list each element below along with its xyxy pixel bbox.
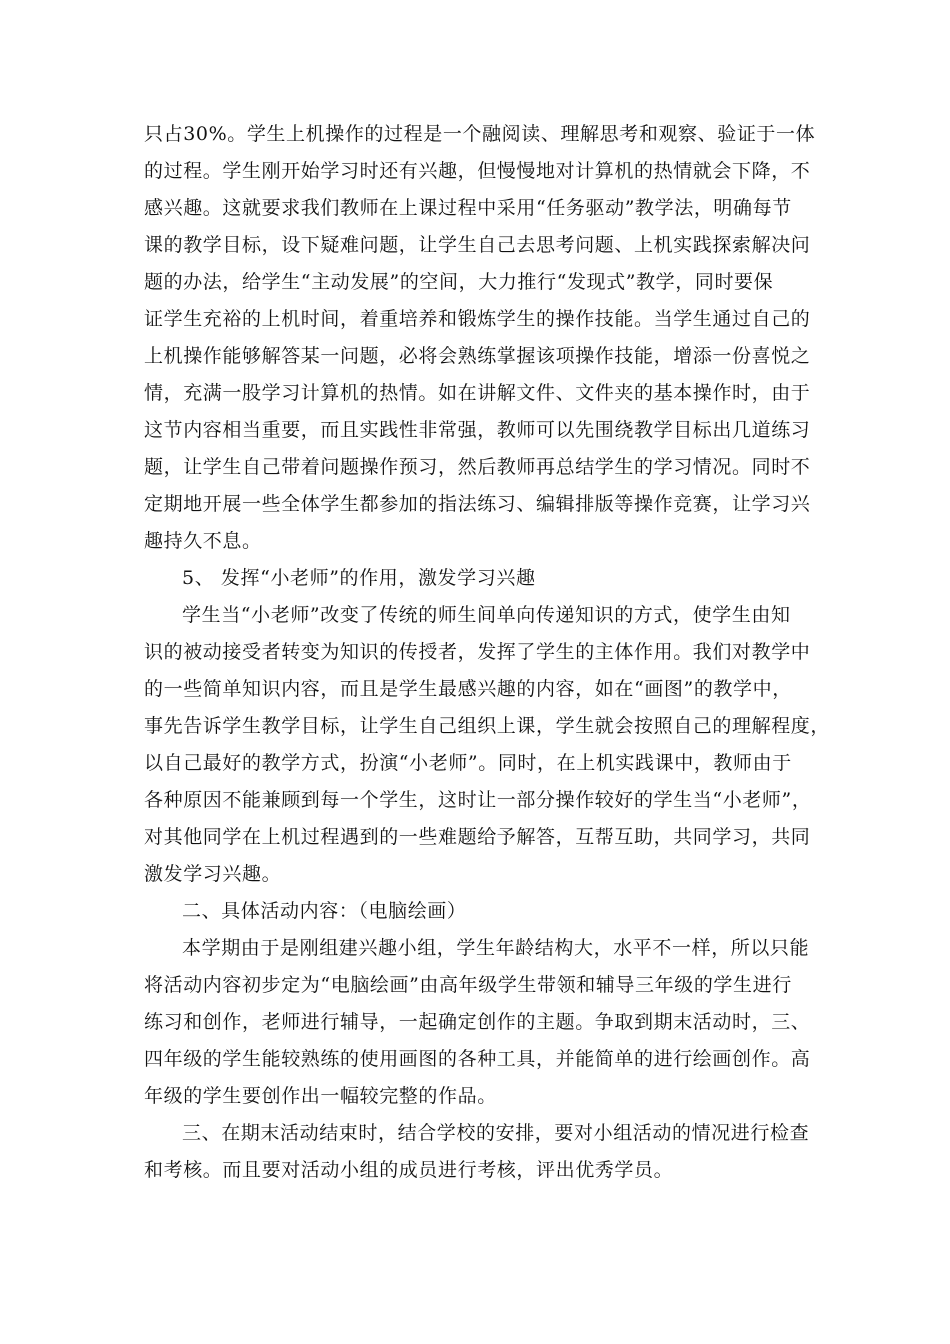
text-line: 和考核。而且要对活动小组的成员进行考核，评出优秀学员。 (144, 1159, 674, 1181)
text-line: 激发学习兴趣。 (144, 863, 282, 885)
text-line: 题，让学生自己带着问题操作预习，然后教师再总结学生的学习情况。同时不 (144, 456, 811, 478)
text-line: 以自己最好的教学方式，扮演“小老师”。同时，在上机实践课中，教师由于 (144, 752, 792, 774)
text-line: 四年级的学生能较熟练的使用画图的各种工具，并能简单的进行绘画创作。高 (144, 1048, 811, 1070)
text-line: 学生当“小老师”改变了传统的师生间单向传递知识的方式，使学生由知 (182, 604, 791, 626)
text-line: 的过程。学生刚开始学习时还有兴趣，但慢慢地对计算机的热情就会下降，不 (144, 160, 811, 182)
text-line: 各种原因不能兼顾到每一个学生，这时让一部分操作较好的学生当“小老师”， (144, 789, 812, 811)
document-body (144, 116, 831, 1189)
section-heading: 5、 发挥“小老师”的作用，激发学习兴趣 (182, 567, 536, 589)
text-line: 年级的学生要创作出一幅较完整的作品。 (144, 1085, 497, 1107)
text-line: 上机操作能够解答某一问题，必将会熟练掌握该项操作技能，增添一份喜悦之 (144, 345, 811, 367)
text-line: 对其他同学在上机过程遇到的一些难题给予解答，互帮互助，共同学习，共同 (144, 826, 811, 848)
text-line: 定期地开展一些全体学生都参加的指法练习、编辑排版等操作竞赛，让学习兴 (144, 493, 811, 515)
text-line: 本学期由于是刚组建兴趣小组，学生年龄结构大，水平不一样，所以只能 (182, 937, 810, 959)
text-line: 事先告诉学生教学目标，让学生自己组织上课，学生就会按照自己的理解程度， (144, 715, 831, 737)
text-line: 证学生充裕的上机时间，着重培养和锻炼学生的操作技能。当学生通过自己的 (144, 308, 811, 330)
text-line: 只占30%。学生上机操作的过程是一个融阅读、理解思考和观察、验证于一体 (144, 123, 816, 145)
text-line: 情，充满一股学习计算机的热情。如在讲解文件、文件夹的基本操作时，由于 (144, 382, 811, 404)
section-heading: 二、具体活动内容：（电脑绘画） (182, 900, 467, 922)
text-line: 趣持久不息。 (144, 530, 262, 552)
text-line: 感兴趣。这就要求我们教师在上课过程中采用“任务驱动”教学法，明确每节 (144, 197, 792, 219)
text-line: 这节内容相当重要，而且实践性非常强，教师可以先围绕教学目标出几道练习 (144, 419, 811, 441)
text-line: 识的被动接受者转变为知识的传授者，发挥了学生的主体作用。我们对教学中 (144, 641, 811, 663)
text-line: 练习和创作，老师进行辅导，一起确定创作的主题。争取到期末活动时，三、 (144, 1011, 811, 1033)
text-line: 将活动内容初步定为“电脑绘画”由高年级学生带领和辅导三年级的学生进行 (144, 974, 792, 996)
text-line: 课的教学目标，设下疑难问题，让学生自己去思考问题、上机实践探索解决问 (144, 234, 811, 256)
text-line: 题的办法，给学生“主动发展”的空间，大力推行“发现式”教学，同时要保 (144, 271, 774, 293)
text-line: 三、在期末活动结束时，结合学校的安排，要对小组活动的情况进行检查 (182, 1122, 810, 1144)
text-line: 的一些简单知识内容，而且是学生最感兴趣的内容，如在“画图”的教学中， (144, 678, 792, 700)
